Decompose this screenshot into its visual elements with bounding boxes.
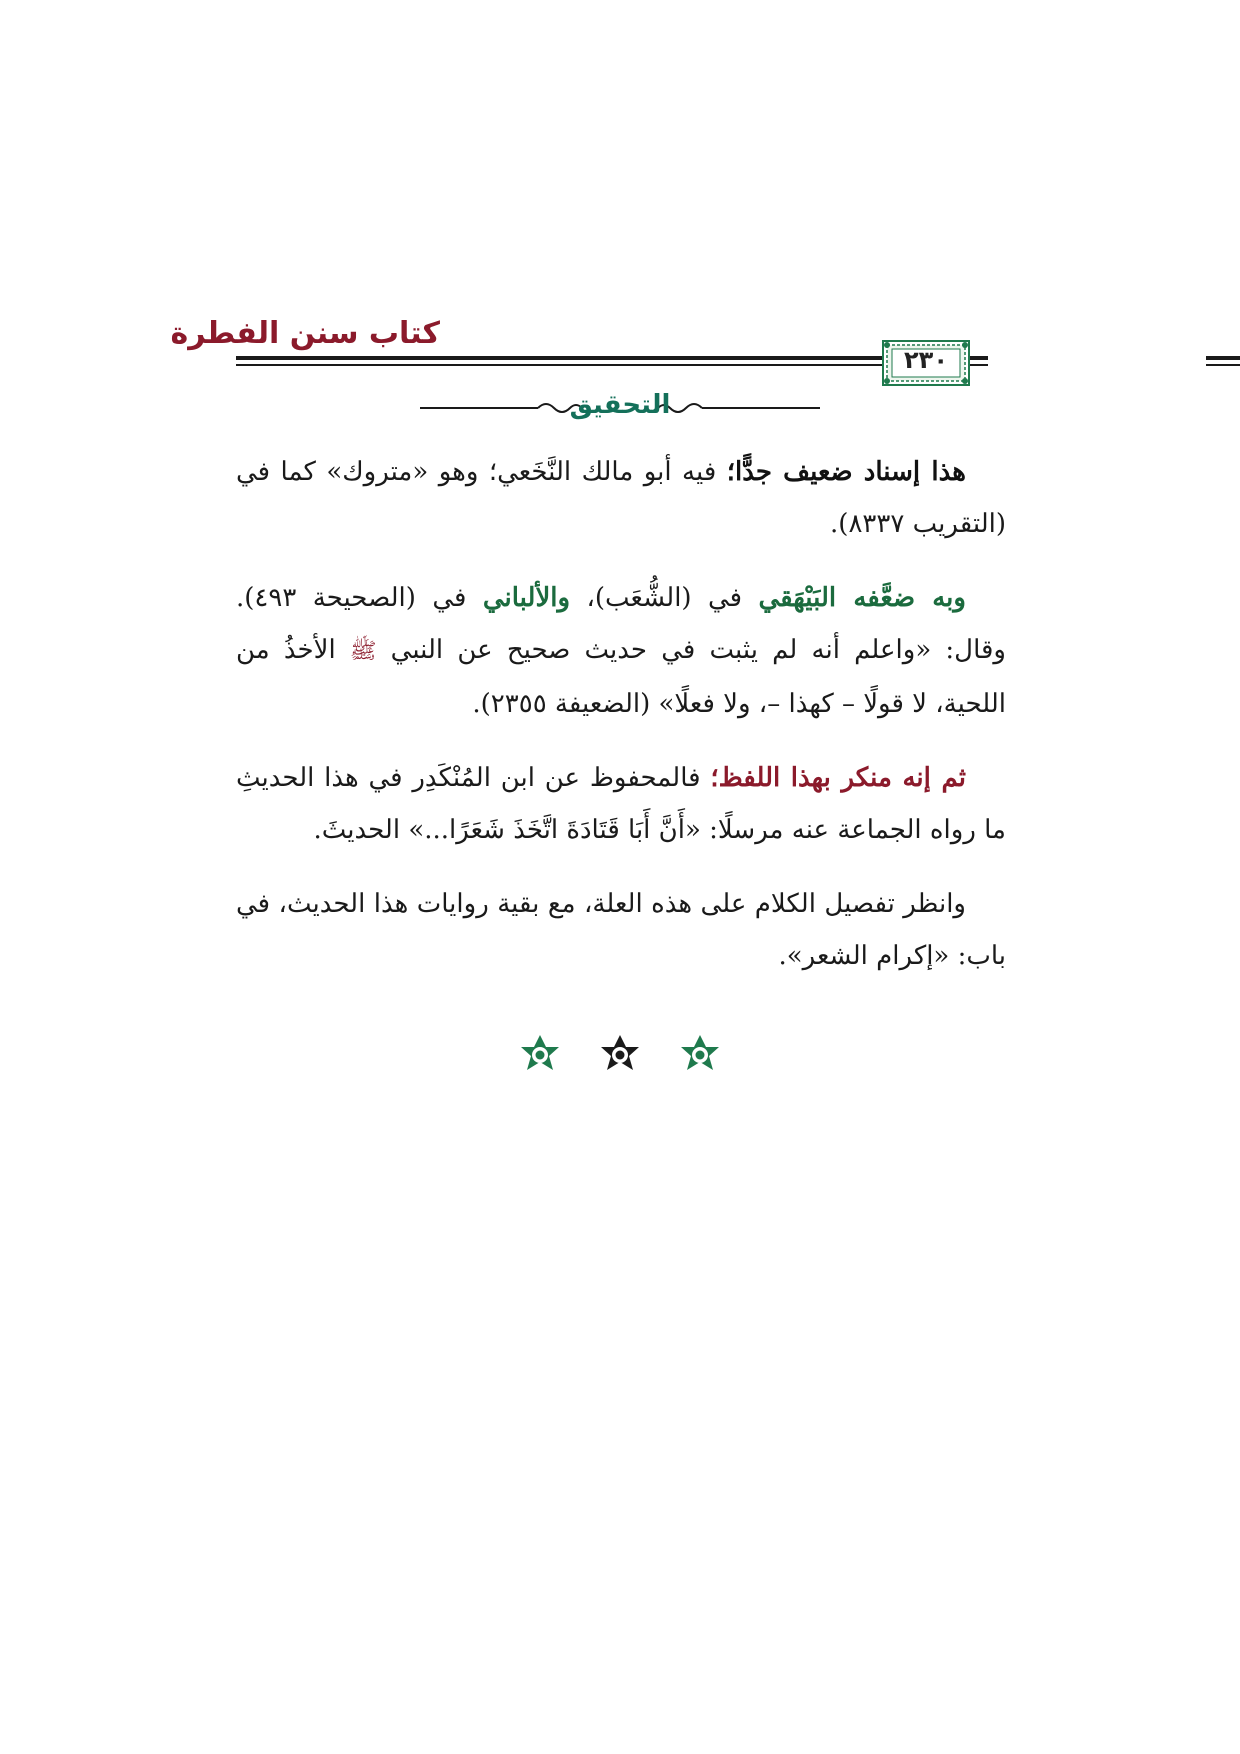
p3-text: فالمحفوظ عن ابن المُنْكَدِر في هذا الحديثِ ما رواه الجماعة عنه مرسلًا: «أَنَّ أَبَا قَتَادَةَ اتَّخَذَ شَعَرًا...» الحديثَ.	[236, 763, 1006, 845]
p1-lead: هذا إسناد ضعيف جدًّا؛	[726, 457, 966, 487]
book-title: كتاب سنن الفطرة	[170, 316, 440, 351]
section-title: التحقيق	[569, 390, 671, 420]
p1-text: فيه أبو مالك النَّخَعي؛ وهو «متروك» كما في (التقريب ٨٣٣٧).	[236, 457, 1006, 539]
paragraph-2	[236, 572, 1006, 730]
flower-ornament-icon	[601, 1035, 639, 1070]
salawat-glyph: ﷺ	[349, 639, 377, 664]
paragraph-1	[236, 446, 1006, 550]
paragraph-3	[236, 752, 1006, 856]
flower-ornament-icon	[681, 1035, 719, 1070]
p2-text-c: الأخذُ من اللحية، لا قولًا – كهذا –، ولا فعلًا» (الضعيفة ٢٣٥٥).	[236, 635, 1006, 719]
header-rule	[236, 356, 1240, 366]
p2-text-b: في (الصحيحة ٤٩٣). وقال: «واعلم أنه لم يثبت في حديث صحيح عن النبي	[236, 583, 1006, 665]
flower-ornament-icon	[521, 1035, 559, 1070]
section-heading	[420, 388, 820, 428]
paragraph-4	[236, 878, 1006, 982]
p3-lead: ثم إنه منكر بهذا اللفظ؛	[710, 763, 966, 793]
p2-lead: وبه ضعَّفه البَيْهَقي	[758, 583, 966, 613]
p4-text: وانظر تفصيل الكلام على هذه العلة، مع بقية روايات هذا الحديث، في باب: «إكرام الشعر».	[236, 889, 1006, 971]
p2-albani: والألباني	[482, 583, 571, 613]
page-number-badge	[882, 340, 970, 386]
page-number: ٢٣٠	[904, 346, 948, 374]
body-text	[236, 446, 1006, 1004]
closing-ornaments	[500, 1030, 740, 1080]
p2-text-a: في (الشُّعَب)،	[570, 583, 759, 613]
